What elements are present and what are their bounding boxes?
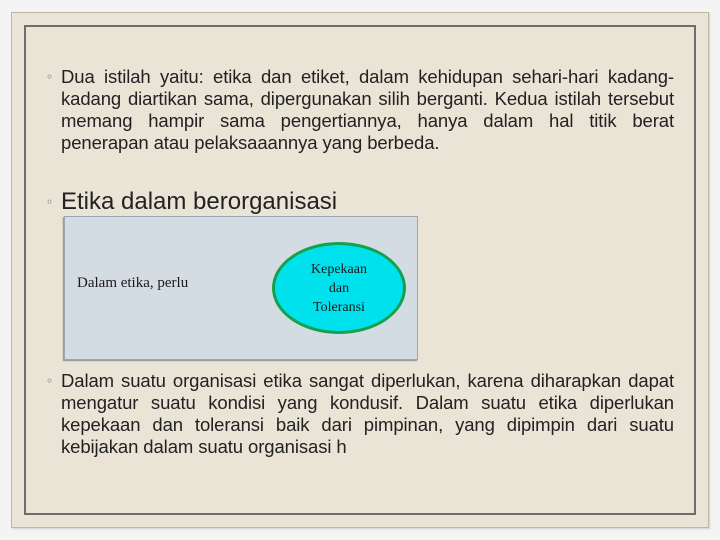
ellipse-line-2: dan — [328, 280, 350, 296]
ellipse-line-1: Kepekaan — [311, 261, 367, 277]
bullet-marker-icon: ◦ — [46, 195, 54, 209]
diagram-box — [64, 216, 418, 360]
bullet-item-3 — [46, 370, 674, 458]
diagram-ellipse — [272, 242, 406, 334]
bullet-item-1 — [46, 66, 674, 154]
section-heading: Etika dalam berorganisasi — [61, 188, 338, 215]
bullet-marker-icon: ◦ — [46, 70, 54, 84]
bullet-marker-icon: ◦ — [46, 374, 54, 388]
ellipse-text — [311, 260, 367, 317]
bullet-item-2 — [46, 187, 674, 217]
bullet-text-1: Dua istilah yaitu: etika dan etiket, dalam kehidupan sehari-hari kadang-kadang diartikan sama, dipergunakan silih berganti. Kedua istilah tersebut memang hampir sama pengertiannya, hanya dalam hal titik berat penerapan atau pelaksaaannya yang berbeda. — [61, 66, 674, 153]
bullet-text-3: Dalam suatu organisasi etika sangat diperlukan, karena diharapkan dapat mengatur suatu kondisi yang kondusif. Dalam suatu etika diperlukan kepekaan dan toleransi baik dari pimpinan, yang dipimpin dari suatu kebijakan dalam suatu organisasi h — [61, 370, 674, 457]
diagram-label: Dalam etika, perlu — [77, 275, 189, 291]
ellipse-line-3: Toleransi — [313, 299, 365, 315]
